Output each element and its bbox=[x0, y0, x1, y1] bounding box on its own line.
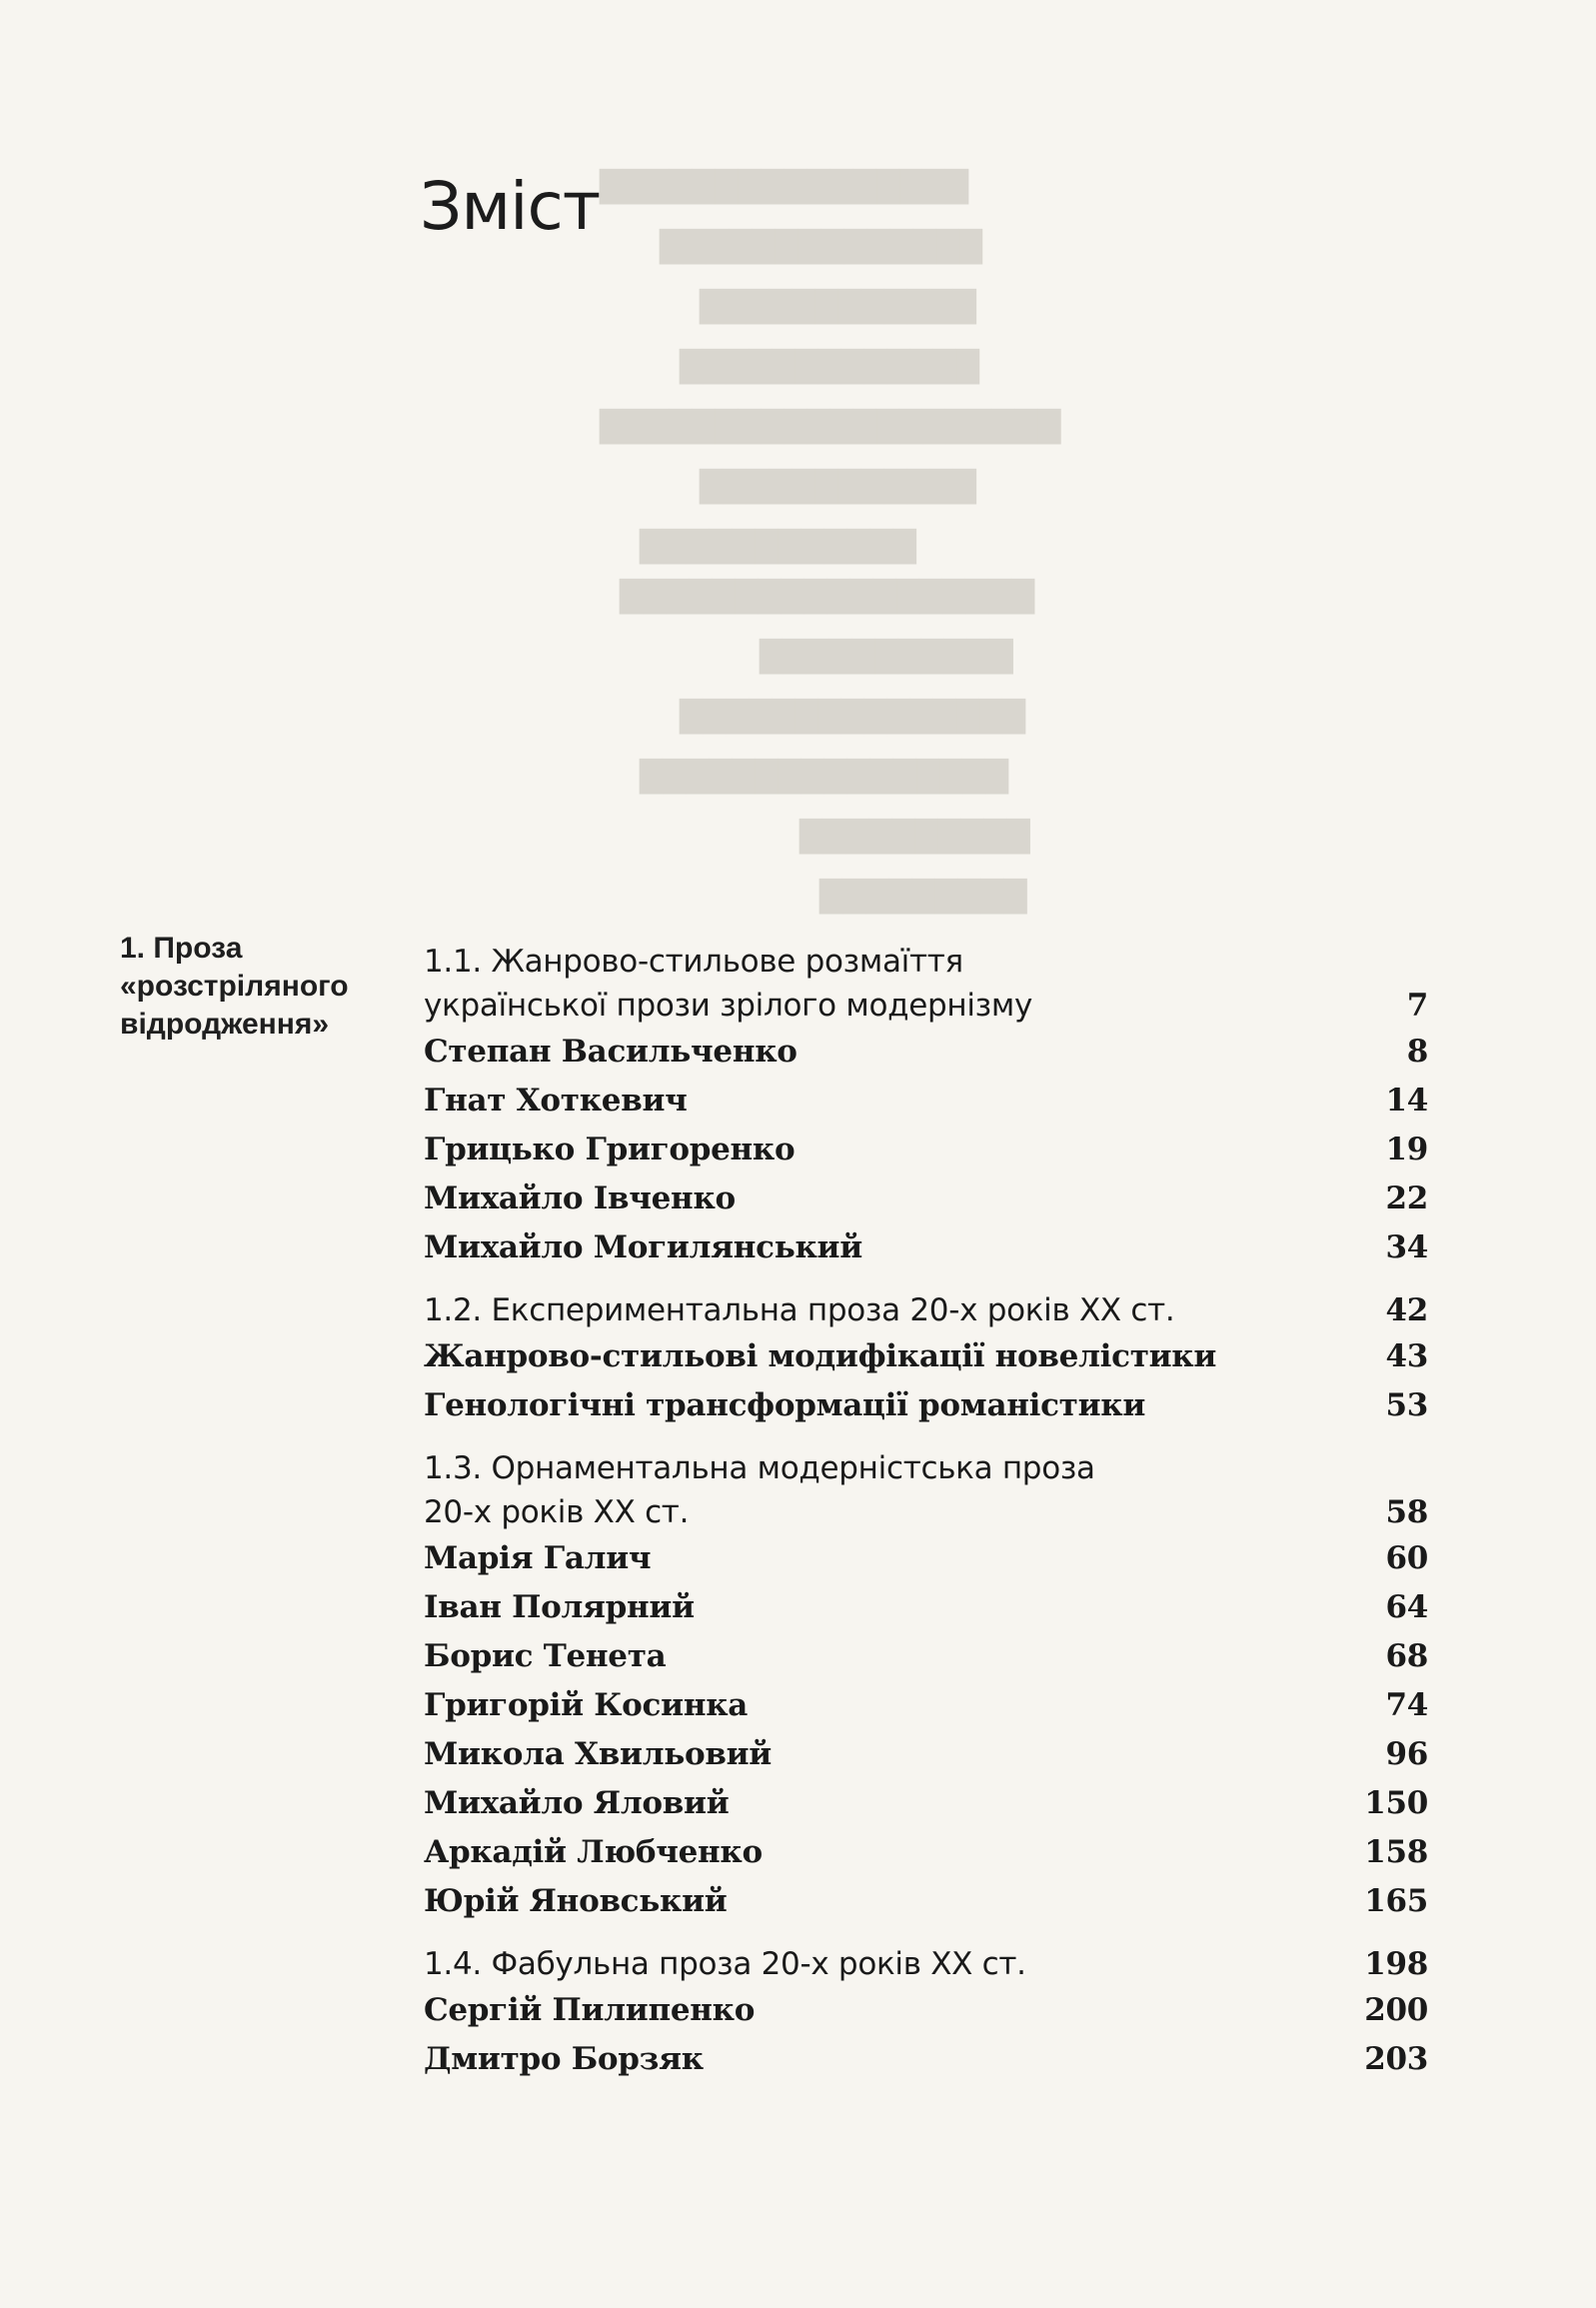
toc-author-entry[interactable] bbox=[424, 1828, 1428, 1877]
toc-page-number: 14 bbox=[1385, 1083, 1428, 1119]
toc-page-number: 8 bbox=[1406, 1034, 1428, 1070]
toc-entry-title-line: Сергій Пилипенко bbox=[424, 1992, 756, 2028]
toc-entry-title-line: 20-х років XX ст. bbox=[424, 1494, 690, 1530]
toc-page-number: 58 bbox=[1385, 1494, 1428, 1530]
toc-page-number: 42 bbox=[1385, 1292, 1428, 1328]
page-title: Зміст bbox=[420, 168, 601, 245]
toc-entry-title-line: Михайло Івченко bbox=[424, 1180, 736, 1216]
toc-author-entry[interactable] bbox=[424, 1223, 1428, 1272]
section-heading-line: відродження» bbox=[120, 1008, 330, 1041]
toc-entry-title bbox=[424, 2035, 704, 2084]
toc-chapter-entry[interactable] bbox=[424, 1288, 1428, 1332]
toc-entry-title-line: 1.3. Орнаментальна модерністська проза bbox=[424, 1450, 1095, 1486]
toc-entry-title bbox=[424, 1730, 772, 1779]
toc-entry-title bbox=[424, 1126, 795, 1174]
toc-page-number: 200 bbox=[1364, 1992, 1428, 2028]
toc-entry-title-line: 1.1. Жанрово-стильове розмаїття bbox=[424, 944, 963, 980]
toc-entry-title bbox=[424, 1942, 1026, 1986]
toc-entry-title-line: Грицько Григоренко bbox=[424, 1132, 796, 1167]
toc-entry-title bbox=[424, 1332, 1216, 1381]
toc-page-number: 22 bbox=[1385, 1180, 1428, 1216]
toc-page-number: 198 bbox=[1364, 1946, 1428, 1982]
toc-page-number: 19 bbox=[1385, 1132, 1428, 1167]
toc-author-entry[interactable] bbox=[424, 1681, 1428, 1730]
toc-entry-title-line: Михайло Могилянський bbox=[424, 1229, 862, 1265]
table-of-contents bbox=[424, 940, 1428, 2084]
toc-entry-title bbox=[424, 1288, 1174, 1332]
toc-entry-title-line: Іван Полярний bbox=[424, 1589, 695, 1625]
toc-author-entry[interactable] bbox=[424, 1534, 1428, 1583]
toc-entry-title-line: Степан Васильченко bbox=[424, 1034, 798, 1070]
toc-page-number: 64 bbox=[1385, 1589, 1428, 1625]
toc-author-entry[interactable] bbox=[424, 1028, 1428, 1077]
toc-page-number: 60 bbox=[1385, 1540, 1428, 1576]
toc-author-entry[interactable] bbox=[424, 1332, 1428, 1381]
toc-entry-title bbox=[424, 1077, 688, 1126]
toc-entry-title bbox=[424, 1028, 798, 1077]
toc-author-entry[interactable] bbox=[424, 1381, 1428, 1430]
toc-page-number: 7 bbox=[1406, 988, 1428, 1024]
toc-page-number: 43 bbox=[1385, 1338, 1428, 1374]
toc-author-entry[interactable] bbox=[424, 1877, 1428, 1926]
toc-chapter-entry[interactable] bbox=[424, 940, 1428, 1028]
toc-author-entry[interactable] bbox=[424, 1583, 1428, 1632]
toc-entry-title bbox=[424, 1779, 729, 1828]
section-heading-line: 1. Проза bbox=[120, 932, 243, 965]
toc-entry-title bbox=[424, 1632, 666, 1681]
toc-page-number: 96 bbox=[1385, 1736, 1428, 1772]
toc-entry-title-line: Михайло Яловий bbox=[424, 1785, 730, 1821]
toc-entry-title-line: Аркадій Любченко bbox=[424, 1834, 763, 1870]
toc-author-entry[interactable] bbox=[424, 1077, 1428, 1126]
toc-entry-title bbox=[424, 1877, 727, 1926]
toc-entry-title-line: Микола Хвильовий bbox=[424, 1736, 772, 1772]
toc-entry-title bbox=[424, 1583, 695, 1632]
toc-author-entry[interactable] bbox=[424, 1632, 1428, 1681]
toc-entry-title bbox=[424, 940, 1032, 1028]
toc-page-number: 53 bbox=[1385, 1387, 1428, 1423]
toc-author-entry[interactable] bbox=[424, 1986, 1428, 2035]
toc-entry-title-line: Генологічні трансформації романістики bbox=[424, 1387, 1146, 1423]
toc-page-number: 158 bbox=[1364, 1834, 1428, 1870]
toc-entry-title bbox=[424, 1174, 736, 1223]
toc-entry-title-line: Борис Тенета bbox=[424, 1638, 667, 1674]
toc-author-entry[interactable] bbox=[424, 1730, 1428, 1779]
toc-entry-title-line: Григорій Косинка bbox=[424, 1687, 749, 1723]
toc-entry-title bbox=[424, 1986, 755, 2035]
toc-entry-title-line: 1.4. Фабульна проза 20-х років XX ст. bbox=[424, 1946, 1026, 1982]
toc-page-number: 34 bbox=[1385, 1229, 1428, 1265]
show-through-background: ████████████████ ██████████████ ████████████ █████████████ ████████████████████ ████████████ ████████████ ██████████████████ ███████████ ███████████████ ████████████████ ██████████ █████████ bbox=[600, 170, 1061, 915]
toc-author-entry[interactable] bbox=[424, 1126, 1428, 1174]
toc-page-number: 203 bbox=[1364, 2041, 1428, 2077]
toc-entry-title bbox=[424, 1446, 1095, 1534]
toc-entry-title-line: української прози зрілого модернізму bbox=[424, 988, 1032, 1024]
toc-chapter-entry[interactable] bbox=[424, 1446, 1428, 1534]
toc-entry-title-line: Дмитро Борзяк bbox=[424, 2041, 704, 2077]
toc-entry-title-line: Юрій Яновський bbox=[424, 1883, 728, 1919]
toc-chapter-entry[interactable] bbox=[424, 1942, 1428, 1986]
toc-page-number: 68 bbox=[1385, 1638, 1428, 1674]
toc-entry-title bbox=[424, 1381, 1145, 1430]
toc-entry-title-line: Гнат Хоткевич bbox=[424, 1083, 688, 1119]
section-heading bbox=[120, 930, 360, 1044]
toc-page-number: 150 bbox=[1364, 1785, 1428, 1821]
toc-entry-title-line: 1.2. Експериментальна проза 20-х років XX ст. bbox=[424, 1292, 1175, 1328]
toc-entry-title bbox=[424, 1681, 748, 1730]
toc-author-entry[interactable] bbox=[424, 1174, 1428, 1223]
toc-entry-title-line: Марія Галич bbox=[424, 1540, 652, 1576]
toc-entry-title bbox=[424, 1534, 651, 1583]
toc-entry-title bbox=[424, 1223, 862, 1272]
toc-entry-title-line: Жанрово-стильові модифікації новелістики bbox=[424, 1338, 1217, 1374]
toc-page-number: 74 bbox=[1385, 1687, 1428, 1723]
toc-page-number: 165 bbox=[1364, 1883, 1428, 1919]
toc-entry-title bbox=[424, 1828, 763, 1877]
section-heading-line: «розстріляного bbox=[120, 970, 349, 1003]
toc-author-entry[interactable] bbox=[424, 2035, 1428, 2084]
toc-author-entry[interactable] bbox=[424, 1779, 1428, 1828]
